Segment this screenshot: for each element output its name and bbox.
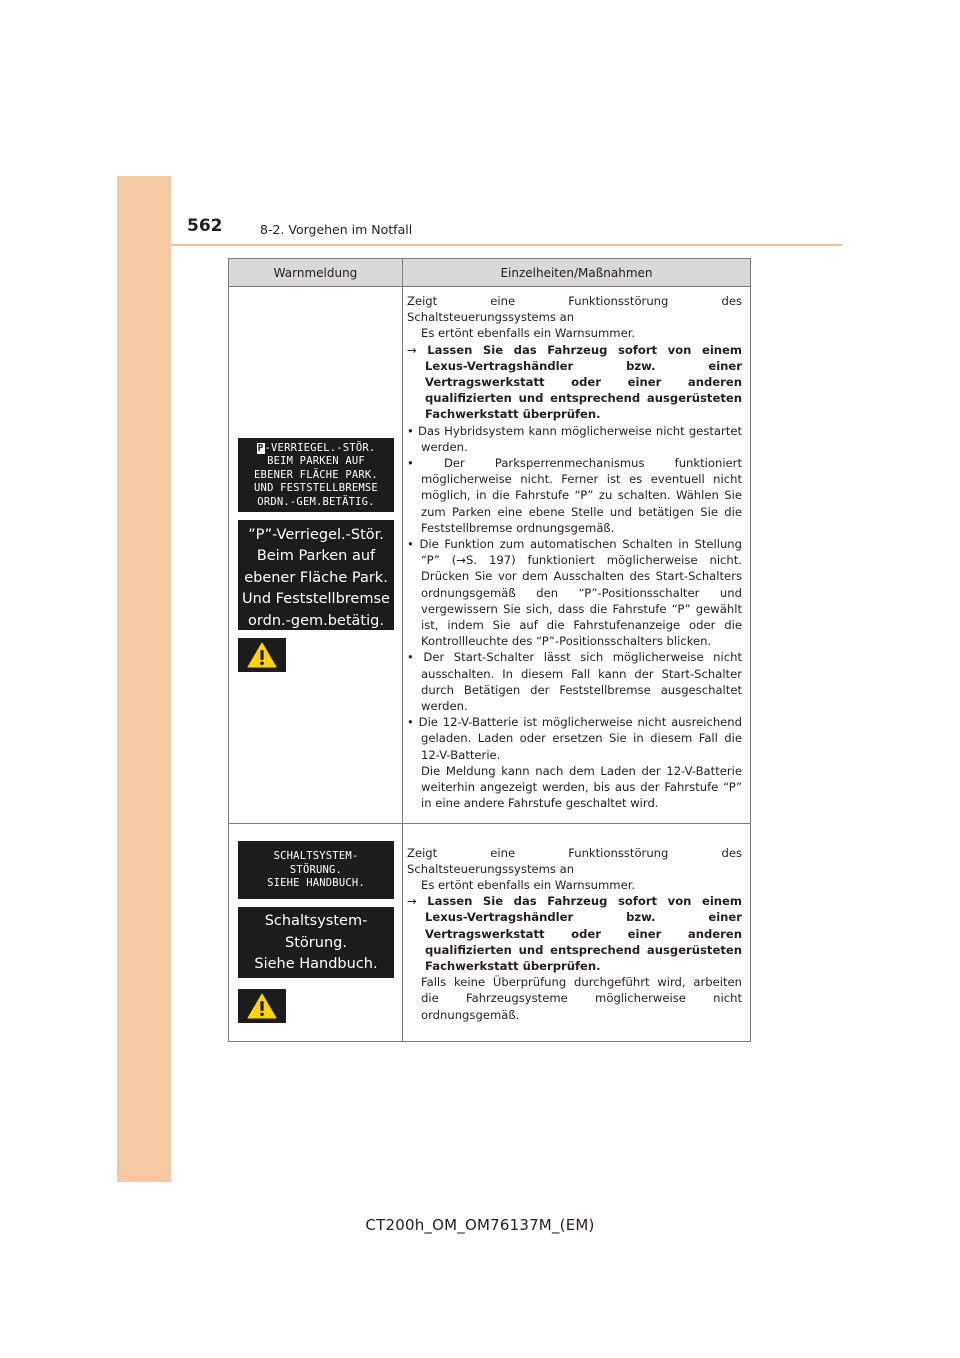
page-reference: S. 197: [466, 553, 512, 568]
col-header-warnmeldung: Warnmeldung: [229, 259, 403, 287]
warning-triangle-icon: [238, 989, 286, 1023]
details-cell: [403, 287, 751, 824]
detail-buzzer: Es ertönt ebenfalls ein Warnsummer.: [421, 326, 636, 341]
section-title: 8-2. Vorgehen im Notfall: [260, 222, 413, 237]
col-header-einzelheiten: Einzelheiten/Maßnahmen: [403, 259, 751, 287]
warning-display-cell: [229, 823, 403, 1041]
table-row: [229, 287, 751, 824]
table-row: [229, 823, 751, 1041]
display-message-small: P-VERRIEGEL.-STÖR. BEIM PARKEN AUF EBENER FLÄCHE PARK. UND FESTSTELLBREMSE ORDN.-GEM.BETÄTIG.: [238, 438, 394, 512]
list-item: • Die 12-V-Batterie ist möglicherweise nicht ausreichend geladen. Laden oder ersetzen Sie in diesem Fall die 12-V-Batterie.: [407, 715, 743, 762]
list-item: • Der Start-Schalter lässt sich möglicherweise nicht ausschalten. In diesem Fall kann der Start-Schalter durch Betätigen der Feststellbremse ausgeschaltet werden.: [407, 650, 742, 714]
header-rule: [171, 244, 842, 246]
display-message-large: Schaltsystem- Störung. Siehe Handbuch.: [238, 907, 394, 978]
details-cell: [403, 823, 751, 1041]
warning-message-table: [228, 258, 751, 1042]
detail-action: → Lassen Sie das Fahrzeug sofort von einem Lexus-Vertragshändler bzw. einer Vertragswerkstatt oder einer anderen qualifizierten und entsprechend ausgerüsteten Fachwerkstatt überprüfen.: [407, 342, 742, 422]
p-position-icon: P: [257, 442, 264, 454]
display-message-large: ”P”-Verriegel.-Stör. Beim Parken auf ebener Fläche Park. Und Feststellbremse ordn.-gem.betätig.: [238, 520, 394, 630]
detail-intro: Zeigt eine Funktionsstörung des Schaltsteuerungssystems an: [407, 845, 742, 876]
side-color-band: [117, 176, 171, 1182]
detail-note: Falls keine Überprüfung durchgeführt wird, arbeiten die Fahrzeugsysteme möglicherweise nicht ordnungsgemäß.: [421, 975, 742, 1022]
list-item: • Die Funktion zum automatischen Schalten in Stellung “P” (→S. 197) funktioniert möglicherweise nicht. Drücken Sie vor dem Ausschalten des Start-Schalters ordnungsgemäß den “P”-Positionsschalter und vergewissern Sie sich, dass die Fahrstufe “P” gewählt ist, indem Sie auf die Fahrstufenanzeige oder die Kontrollleuchte des “P”-Positionsschalters blicken.: [407, 537, 743, 649]
arrow-icon: →: [407, 342, 417, 357]
page-number: 562: [187, 216, 223, 236]
table-header-row: [229, 259, 751, 287]
arrow-icon: →: [456, 553, 466, 568]
detail-action: → Lassen Sie das Fahrzeug sofort von einem Lexus-Vertragshändler bzw. einer Vertragswerkstatt oder einer anderen qualifizierten und entsprechend ausgerüsteten Fachwerkstatt überprüfen.: [407, 894, 742, 973]
detail-intro: Zeigt eine Funktionsstörung des Schaltsteuerungssystems an: [407, 294, 742, 325]
warning-triangle-icon: [238, 638, 286, 672]
list-item: • Das Hybridsystem kann möglicherweise nicht gestartet werden.: [407, 423, 742, 454]
arrow-icon: →: [407, 894, 417, 909]
detail-buzzer: Es ertönt ebenfalls ein Warnsummer.: [421, 877, 636, 892]
warning-display-cell: [229, 287, 403, 824]
detail-note: Die Meldung kann nach dem Laden der 12-V-Batterie weiterhin angezeigt werden, bis aus der Fahrstufe “P” in eine andere Fahrstufe geschaltet wird.: [421, 763, 742, 811]
list-item: • Der Parksperrenmechanismus funktioniert möglicherweise nicht. Ferner ist es eventuell nicht möglich, in die Fahrstufe “P” zu schalten. Wählen Sie zum Parken eine ebene Stelle und betätigen Sie die Feststellbremse ordnungsgemäß.: [407, 456, 742, 535]
document-code: CT200h_OM_OM76137M_(EM): [365, 1216, 595, 1234]
display-message-small: SCHALTSYSTEM- STÖRUNG. SIEHE HANDBUCH.: [238, 841, 394, 899]
